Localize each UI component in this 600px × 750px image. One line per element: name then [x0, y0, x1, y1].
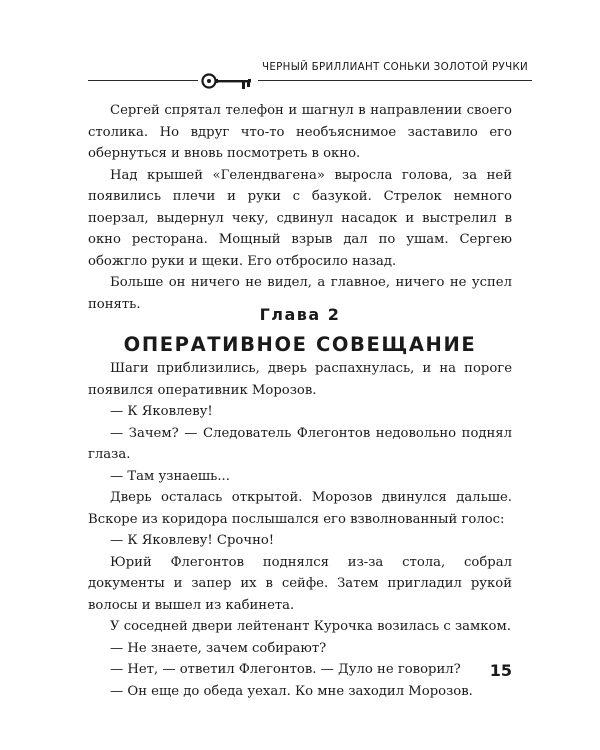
paragraph: Дверь осталась открытой. Морозов двинулся дальше. Вскоре из коридора послышался его взволнованный голос:	[88, 490, 512, 527]
key-icon	[198, 62, 258, 102]
chapter-title: ОПЕРАТИВНОЕ СОВЕЩАНИЕ	[123, 333, 477, 356]
chapter-label: Глава 2	[259, 305, 341, 324]
text-block-chapter	[88, 358, 512, 702]
dialogue-line: — Нет, — ответил Флегонтов. — Дуло не говорил?	[110, 662, 461, 677]
dialogue-line: — К Яковлеву!	[110, 404, 213, 419]
dialogue-line: — К Яковлеву! Срочно!	[110, 533, 275, 548]
paragraph: У соседней двери лейтенант Курочка возилась с замком.	[110, 619, 511, 634]
paragraph: Над крышей «Гелендвагена» выросла голова, за ней появились плечи и руки с базукой. Стрелок немного поерзал, выдернул чеку, сдвинул насадок и выстрелил в окно ресторана. Мощный взрыв дал по ушам. Сергею обожгло руки и щеки. Его отбросило назад.	[88, 167, 512, 269]
dialogue-line: — Зачем? — Следователь Флегонтов недовольно поднял глаза.	[88, 425, 512, 462]
paragraph: Больше он ничего не видел, а главное, ничего не успел понять.	[88, 275, 512, 312]
paragraph: Шаги приблизились, дверь распахнулась, и на пороге появился оперативник Морозов.	[88, 361, 512, 398]
dialogue-line: — Не знаете, зачем собирают?	[110, 640, 327, 656]
paragraph: Сергей спрятал телефон и шагнул в направлении своего столика. Но вдруг что-то необъяснимое заставило его обернуться и вновь посмотреть в окно.	[88, 103, 512, 161]
paragraph: Юрий Флегонтов поднялся из-за стола, собрал документы и запер их в сейфе. Затем пригладил рукой волосы и вышел из кабинета.	[88, 554, 512, 613]
page-number: 15	[489, 661, 512, 680]
header-rule	[88, 80, 532, 81]
text-block-top	[88, 100, 512, 315]
running-head: ЧЕРНЫЙ БРИЛЛИАНТ СОНЬКИ ЗОЛОТОЙ РУЧКИ	[262, 61, 529, 73]
dialogue-line: — Там узнаешь...	[110, 468, 230, 484]
dialogue-line: — Он еще до обеда уехал. Ко мне заходил Морозов.	[110, 683, 473, 699]
page-header	[0, 0, 600, 90]
